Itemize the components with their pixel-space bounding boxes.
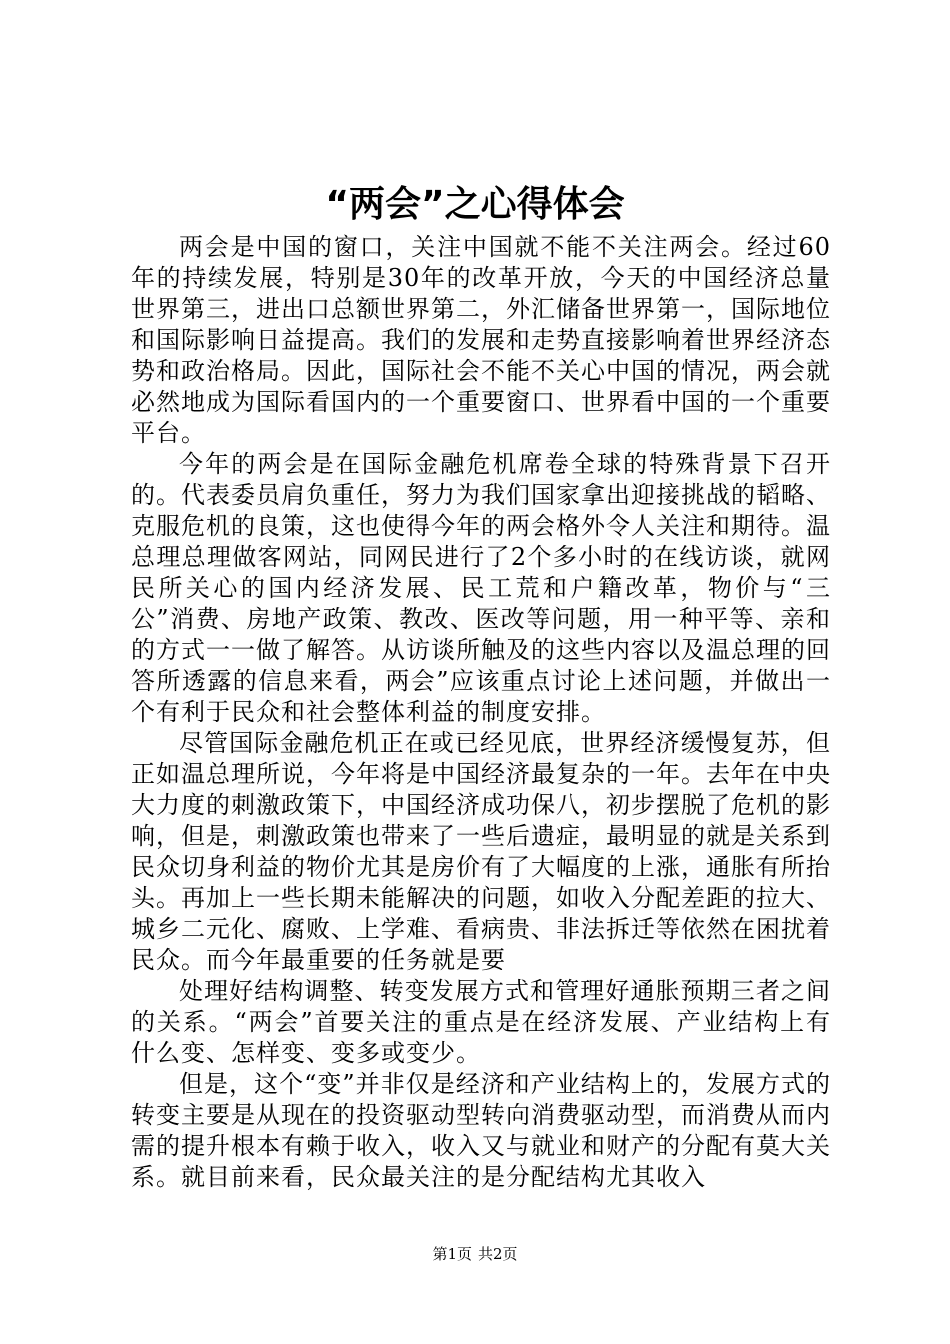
paragraph: 但是，这个“变”并非仅是经济和产业结构上的，发展方式的转变主要是从现在的投资驱动型转向消费驱动型，而消费从而内需的提升根本有赖于收入，收入又与就业和财产的分配有莫大关系。就目前来看，民众最关注的是分配结构尤其收入	[131, 1070, 831, 1191]
page-number: 第1页	[432, 1245, 472, 1263]
paragraph: 处理好结构调整、转变发展方式和管理好通胀预期三者之间的关系。“两会”首要关注的重点是在经济发展、产业结构上有什么变、怎样变、变多或变少。	[131, 977, 831, 1067]
document-title: “两会”之心得体会	[325, 184, 625, 225]
paragraph: 两会是中国的窗口，关注中国就不能不关注两会。经过60年的持续发展，特别是30年的改革开放，今天的中国经济总量世界第三，进出口总额世界第二，外汇储备世界第一，国际地位和国际影响日益提高。我们的发展和走势直接影响着世界经济态势和政治格局。因此，国际社会不能不关心中国的情况，两会就必然地成为国际看国内的一个重要窗口、世界看中国的一个重要平台。	[131, 233, 831, 447]
document-body	[131, 232, 831, 1193]
page-footer	[0, 1244, 950, 1264]
page-total: 共2页	[478, 1245, 518, 1263]
paragraph: 尽管国际金融危机正在或已经见底，世界经济缓慢复苏，但正如温总理所说，今年将是中国经济最复杂的一年。去年在中央大力度的刺激政策下，中国经济成功保八，初步摆脱了危机的影响，但是，刺激政策也带来了一些后遗症，最明显的就是关系到民众切身利益的物价尤其是房价有了大幅度的上涨，通胀有所抬头。再加上一些长期未能解决的问题，如收入分配差距的拉大、城乡二元化、腐败、上学难、看病贵、非法拆迁等依然在困扰着民众。而今年最重要的任务就是要	[131, 729, 831, 974]
paragraph: 今年的两会是在国际金融危机席卷全球的特殊背景下召开的。代表委员肩负重任，努力为我们国家拿出迎接挑战的韬略、克服危机的良策，这也使得今年的两会格外令人关注和期待。温总理总理做客网站，同网民进行了2个多小时的在线访谈，就网民所关心的国内经济发展、民工荒和户籍改革，物价与“三公”消费、房地产政策、教改、医改等问题，用一种平等、亲和的方式一一做了解答。从访谈所触及的这些内容以及温总理的回答所透露的信息来看，两会”应该重点讨论上述问题，并做出一个有利于民众和社会整体利益的制度安排。	[131, 450, 831, 726]
